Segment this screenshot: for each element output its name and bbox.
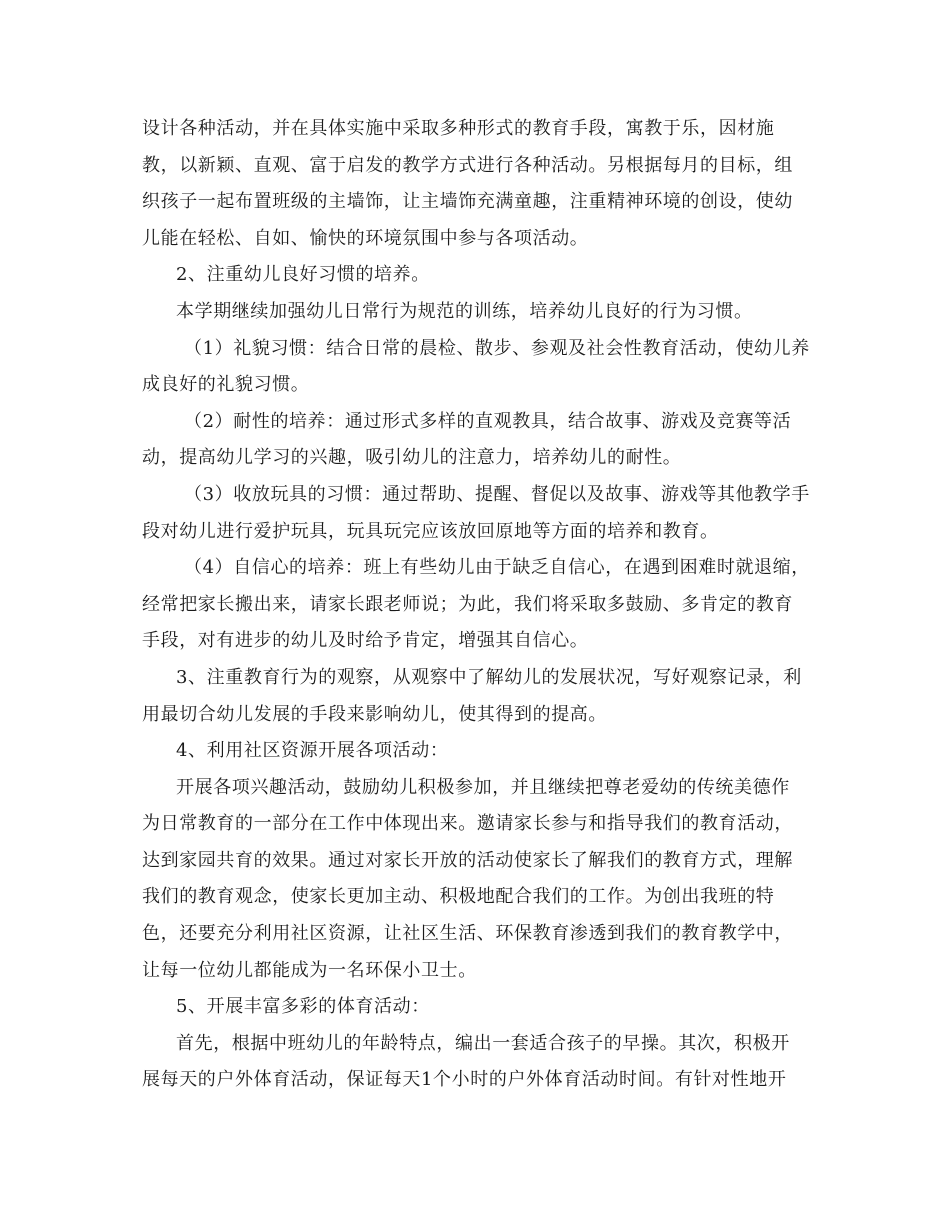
text-line: 展每天的户外体育活动，保证每天1个小时的户外体育活动时间。有针对性地开: [142, 1069, 787, 1091]
text-line: 动，提高幼儿学习的兴趣，吸引幼儿的注意力，培养幼儿的耐性。: [142, 447, 682, 469]
section-heading-2: 2、注重幼儿良好习惯的培养。: [176, 264, 430, 286]
text-line: 开展各项兴趣活动，鼓励幼儿积极参加，并且继续把尊老爱幼的传统美德作: [176, 776, 790, 798]
text-line: 儿能在轻松、自如、愉快的环境氛围中参与各项活动。: [142, 227, 589, 249]
text-line: 让每一位幼儿都能成为一名环保小卫士。: [142, 959, 477, 981]
text-line: 成良好的礼貌习惯。: [142, 374, 310, 396]
text-line: 首先，根据中班幼儿的年龄特点，编出一套适合孩子的早操。其次，积极开: [176, 1032, 790, 1054]
list-item-2-patience: （2）耐性的培养：通过形式多样的直观教具，结合故事、游戏及竞赛等活: [184, 410, 792, 432]
section-heading-3: 3、注重教育行为的观察，从观察中了解幼儿的发展状况，写好观察记录，利: [176, 666, 802, 688]
text-line: 色，还要充分利用社区资源，让社区生活、环保教育渗透到我们的教育教学中，: [142, 923, 793, 945]
text-line: 织孩子一起布置班级的主墙饰，让主墙饰充满童趣，注重精神环境的创设，使幼: [142, 191, 793, 213]
section-heading-4: 4、利用社区资源开展各项活动：: [176, 740, 449, 762]
document-body: [142, 111, 810, 1099]
text-line: 本学期继续加强幼儿日常行为规范的训练，培养幼儿良好的行为习惯。: [176, 300, 753, 322]
text-line: 设计各种活动，并在具体实施中采取多种形式的教育手段，寓教于乐，因材施: [142, 118, 775, 139]
text-line: 经常把家长搬出来，请家长跟老师说；为此，我们将采取多鼓励、多肯定的教育: [142, 593, 793, 615]
text-line: 教，以新颖、直观、富于启发的教学方式进行各种活动。另根据每月的目标，组: [142, 154, 793, 176]
text-line: 我们的教育观念，使家长更加主动、积极地配合我们的工作。为创出我班的特: [142, 886, 775, 908]
text-line: 手段，对有进步的幼儿及时给予肯定，增强其自信心。: [142, 630, 589, 652]
list-item-3-toys: （3）收放玩具的习惯：通过帮助、提醒、督促以及故事、游戏等其他教学手: [184, 483, 810, 505]
text-line: 用最切合幼儿发展的手段来影响幼儿，使其得到的提高。: [142, 703, 607, 725]
list-item-1-courtesy: （1）礼貌习惯：结合日常的晨检、散步、参观及社会性教育活动，使幼儿养: [184, 337, 810, 359]
text-line: 达到家园共育的效果。通过对家长开放的活动使家长了解我们的教育方式，理解: [142, 849, 793, 871]
text-line: 段对幼儿进行爱护玩具，玩具玩完应该放回原地等方面的培养和教育。: [142, 520, 719, 542]
list-item-4-confidence: （4）自信心的培养：班上有些幼儿由于缺乏自信心，在遇到困难时就退缩，: [184, 557, 810, 579]
section-heading-5: 5、开展丰富多彩的体育活动：: [176, 996, 430, 1018]
text-line: 为日常教育的一部分在工作中体现出来。邀请家长参与和指导我们的教育活动，: [142, 813, 793, 835]
